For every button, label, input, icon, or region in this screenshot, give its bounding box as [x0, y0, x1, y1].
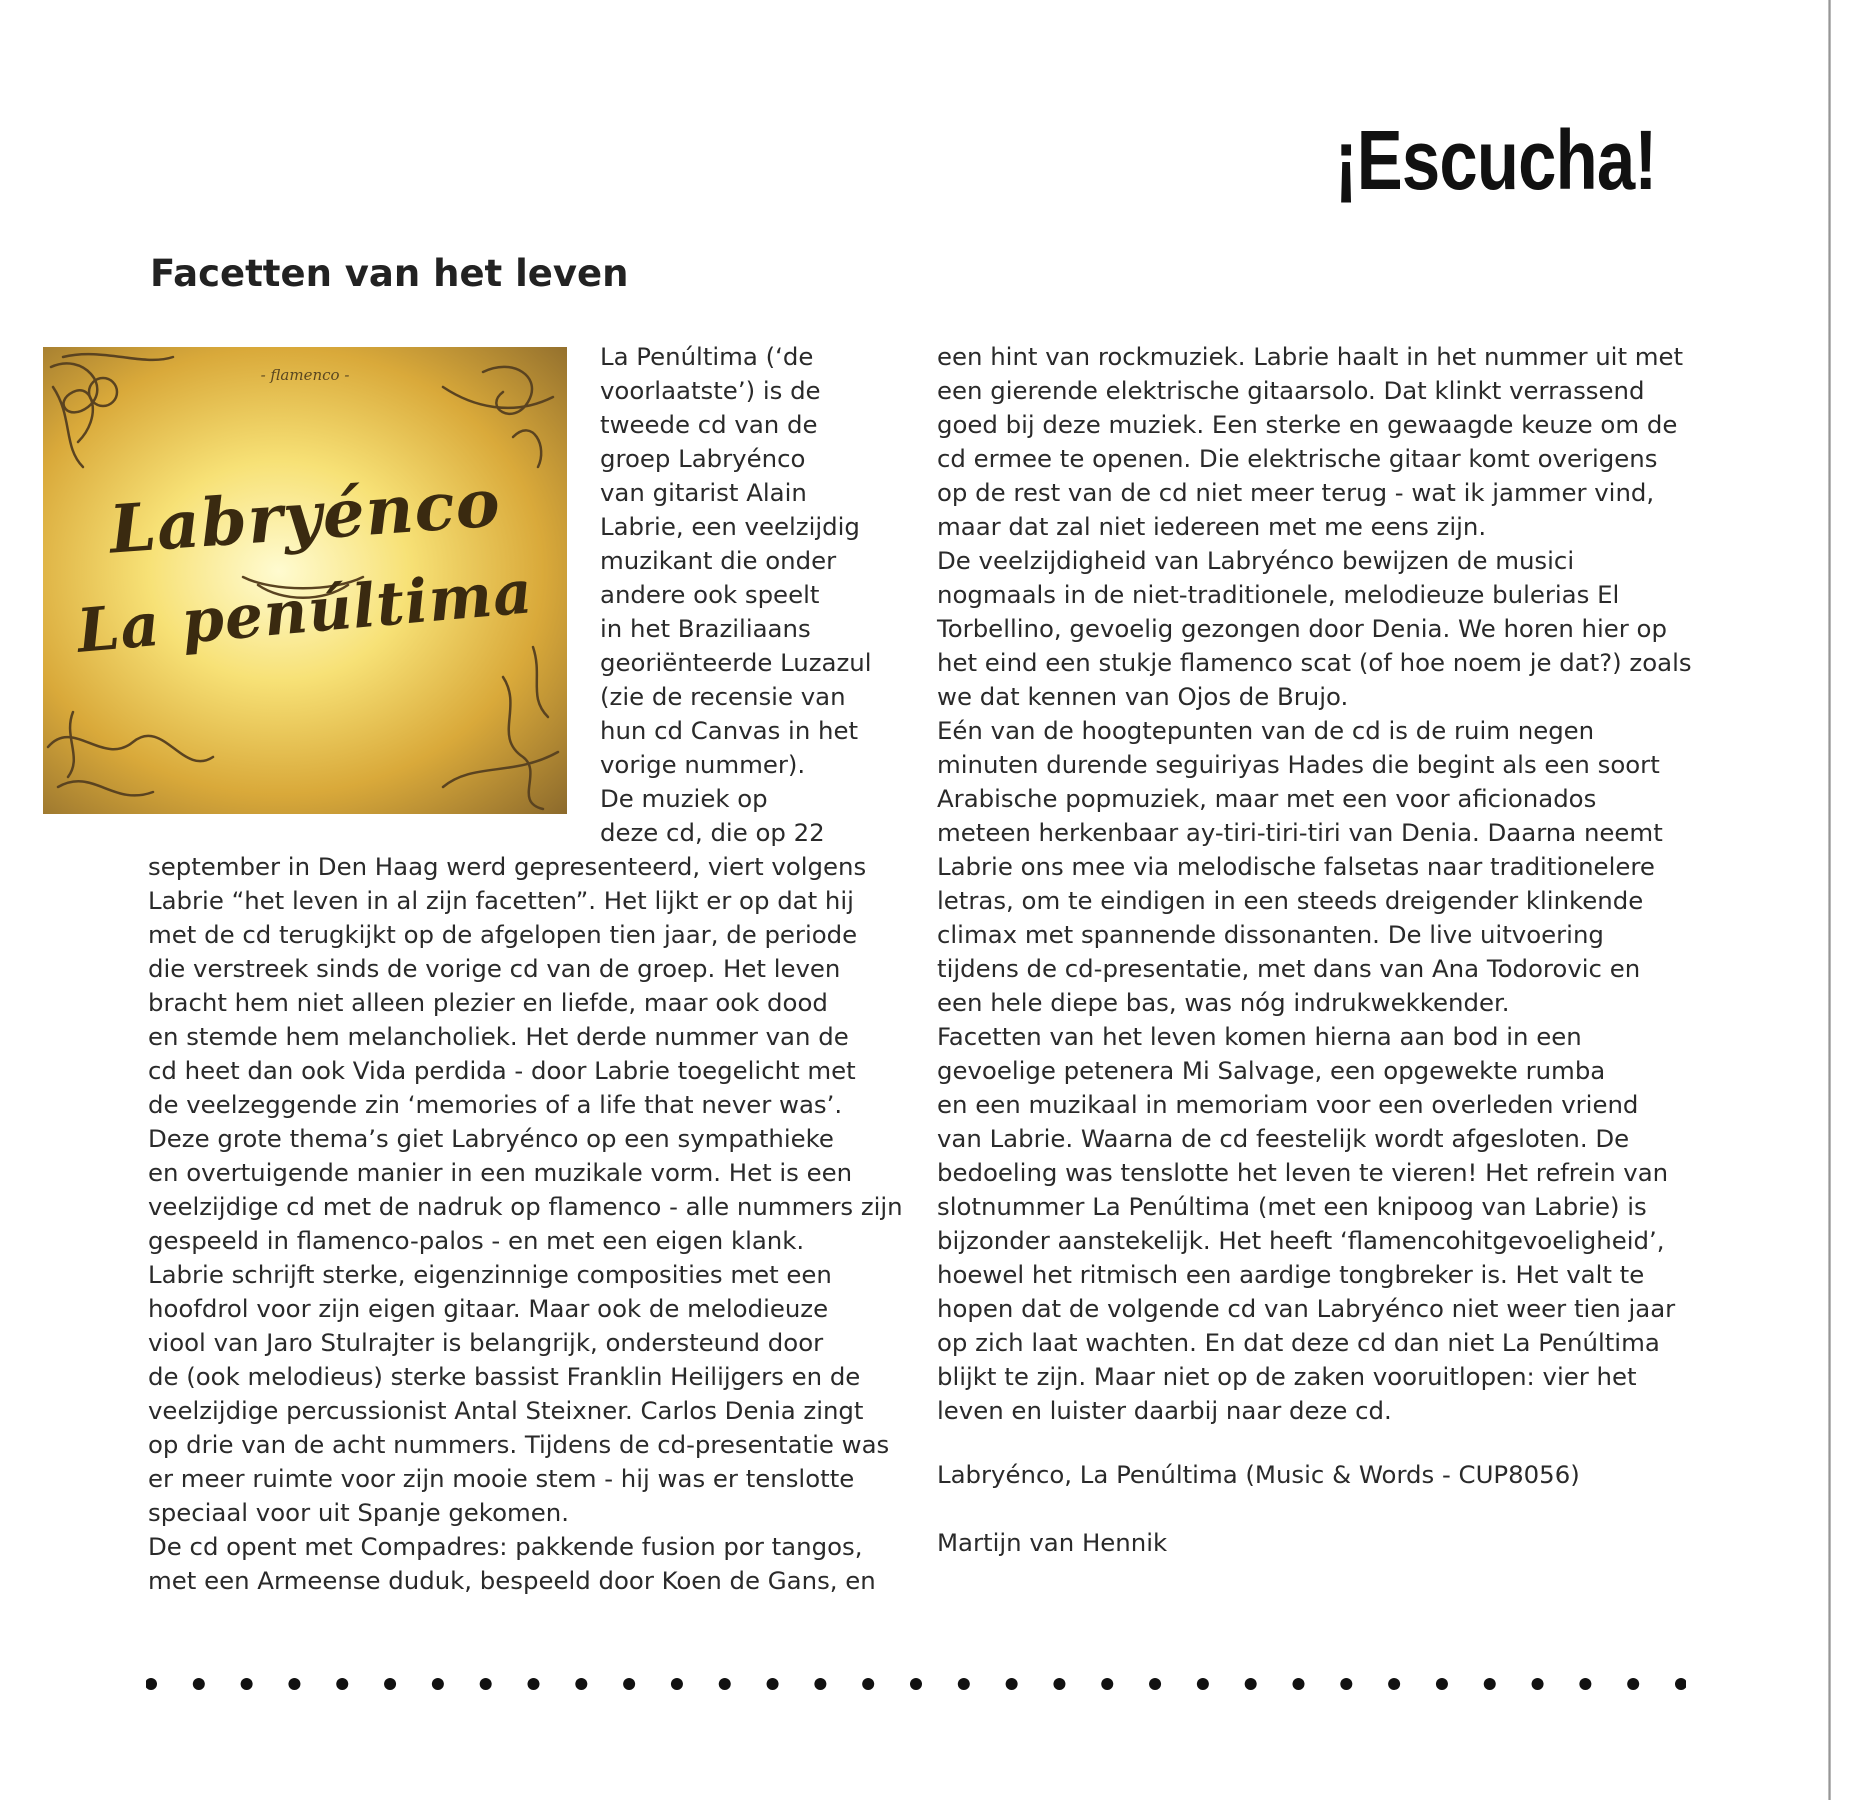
text-line: Labrie schrijft sterke, eigenzinnige composities met een [148, 1260, 832, 1289]
text-line: Torbellino, gevoelig gezongen door Denia. We horen hier op [937, 614, 1667, 643]
text-line: Arabische popmuziek, maar met een voor aficionados [937, 784, 1597, 813]
text-line: speciaal voor uit Spanje gekomen. [148, 1498, 569, 1527]
text-line: meteen herkenbaar ay-tiri-tiri-tiri van Denia. Daarna neemt [937, 818, 1663, 847]
divider-dot [432, 1678, 444, 1690]
text-line: gespeeld in flamenco-palos - en met een eigen klank. [148, 1226, 805, 1255]
divider-dot [1006, 1678, 1018, 1690]
text-line: muzikant die onder [600, 546, 837, 575]
divider-dot [1293, 1678, 1305, 1690]
dotted-divider [146, 1670, 1686, 1698]
text-line: veelzijdige percussionist Antal Steixner. Carlos Denia zingt [148, 1396, 864, 1425]
cover-band-name: Labryénco [106, 463, 504, 569]
divider-dot [1245, 1678, 1257, 1690]
divider-dot [575, 1678, 587, 1690]
divider-dot [1340, 1678, 1352, 1690]
text-line: (zie de recensie van [600, 682, 846, 711]
text-line: voorlaatste’) is de [600, 376, 821, 405]
text-line: en een muzikaal in memoriam voor een overleden vriend [937, 1090, 1639, 1119]
text-line: van gitarist Alain [600, 478, 807, 507]
text-line: Labrie “het leven in al zijn facetten”. Het lijkt er op dat hij [148, 886, 854, 915]
text-column-left [148, 850, 903, 1598]
text-line: bedoeling was tenslotte het leven te vieren! Het refrein van [937, 1158, 1669, 1187]
text-column-beside-cover [600, 340, 872, 850]
text-line: een hint van rockmuziek. Labrie haalt in het nummer uit met [937, 342, 1684, 371]
divider-dot [719, 1678, 731, 1690]
text-line: De muziek op [600, 784, 768, 813]
text-line: blijkt te zijn. Maar niet op de zaken vooruitlopen: vier het [937, 1362, 1637, 1391]
text-line: op drie van de acht nummers. Tijdens de cd-presentatie was [148, 1430, 890, 1459]
text-line: Labrie, een veelzijdig [600, 512, 860, 541]
album-cover [43, 347, 567, 814]
text-line: Eén van de hoogtepunten van de cd is de ruim negen [937, 716, 1595, 745]
text-line: slotnummer La Penúltima (met een knipoog van Labrie) is [937, 1192, 1647, 1221]
divider-dot [1675, 1678, 1686, 1690]
text-line: Labrie ons mee via melodische falsetas naar traditionelere [937, 852, 1655, 881]
text-line: De veelzijdigheid van Labryénco bewijzen de musici [937, 546, 1575, 575]
divider-dot [146, 1678, 157, 1690]
divider-dot [241, 1678, 253, 1690]
text-line: groep Labryénco [600, 444, 806, 473]
text-line: een gierende elektrische gitaarsolo. Dat klinkt verrassend [937, 376, 1645, 405]
divider-dot [1627, 1678, 1639, 1690]
divider-dot [623, 1678, 635, 1690]
divider-dot [1101, 1678, 1113, 1690]
text-line: het eind een stukje flamenco scat (of hoe noem je dat?) zoals [937, 648, 1692, 677]
text-line: tweede cd van de [600, 410, 818, 439]
divider-dot [958, 1678, 970, 1690]
text-line: met de cd terugkijkt op de afgelopen tien jaar, de periode [148, 920, 858, 949]
text-line: viool van Jaro Stulrajter is belangrijk, ondersteund door [148, 1328, 824, 1357]
text-line: nogmaals in de niet-traditionele, melodieuze bulerias El [937, 580, 1620, 609]
text-line: andere ook speelt [600, 580, 820, 609]
text-line: we dat kennen van Ojos de Brujo. [937, 682, 1349, 711]
cover-album-name: La penúltima [74, 557, 536, 667]
text-line: hoewel het ritmisch een aardige tongbreker is. Het valt te [937, 1260, 1645, 1289]
text-line: leven en luister daarbij naar deze cd. [937, 1396, 1392, 1425]
divider-dot [767, 1678, 779, 1690]
text-line: een hele diepe bas, was nóg indrukwekkender. [937, 988, 1510, 1017]
divider-dot [1388, 1678, 1400, 1690]
text-line: cd ermee te openen. Die elektrische gitaar komt overigens [937, 444, 1658, 473]
divider-dot [1579, 1678, 1591, 1690]
divider-dot [480, 1678, 492, 1690]
text-line: de (ook melodieus) sterke bassist Franklin Heilijgers en de [148, 1362, 861, 1391]
divider-dot [1149, 1678, 1161, 1690]
divider-dot [1436, 1678, 1448, 1690]
text-line: Deze grote thema’s giet Labryénco op een sympathieke [148, 1124, 834, 1153]
text-line: minuten durende seguiriyas Hades die begint als een soort [937, 750, 1660, 779]
divider-dot [1053, 1678, 1065, 1690]
text-line: de veelzeggende zin ‘memories of a life that never was’. [148, 1090, 843, 1119]
divider-dot [1197, 1678, 1209, 1690]
page-edge [1828, 0, 1831, 1800]
section-title: ¡Escucha! [1334, 113, 1656, 207]
divider-dot [1484, 1678, 1496, 1690]
text-line: climax met spannende dissonanten. De live uitvoering [937, 920, 1604, 949]
divider-dot [910, 1678, 922, 1690]
text-line: hoofdrol voor zijn eigen gitaar. Maar ook de melodieuze [148, 1294, 829, 1323]
text-line: september in Den Haag werd gepresenteerd, viert volgens [148, 852, 867, 881]
text-line: letras, om te eindigen in een steeds dreigender klinkende [937, 886, 1644, 915]
author-credit: Martijn van Hennik [937, 1528, 1168, 1557]
text-line: in het Braziliaans [600, 614, 811, 643]
text-line: tijdens de cd-presentatie, met dans van Ana Todorovic en [937, 954, 1641, 983]
text-line: deze cd, die op 22 [600, 818, 825, 847]
cover-genre-label: - flamenco - [260, 366, 350, 384]
divider-dot [1532, 1678, 1544, 1690]
text-line: georiënteerde Luzazul [600, 648, 872, 677]
text-column-right [937, 340, 1692, 1428]
text-line: De cd opent met Compadres: pakkende fusion por tangos, [148, 1532, 863, 1561]
divider-dot [384, 1678, 396, 1690]
text-line: en stemde hem melancholiek. Het derde nummer van de [148, 1022, 849, 1051]
text-line: veelzijdige cd met de nadruk op flamenco - alle nummers zijn [148, 1192, 903, 1221]
text-line: bijzonder aanstekelijk. Het heeft ‘flamencohitgevoeligheid’, [937, 1226, 1665, 1255]
text-line: gevoelige petenera Mi Salvage, een opgewekte rumba [937, 1056, 1606, 1085]
divider-dot [336, 1678, 348, 1690]
release-credit: Labryénco, La Penúltima (Music & Words - CUP8056) [937, 1460, 1580, 1489]
divider-dot [528, 1678, 540, 1690]
text-line: er meer ruimte voor zijn mooie stem - hij was er tenslotte [148, 1464, 855, 1493]
text-line: goed bij deze muziek. Een sterke en gewaagde keuze om de [937, 410, 1678, 439]
text-line: Facetten van het leven komen hierna aan bod in een [937, 1022, 1582, 1051]
text-line: cd heet dan ook Vida perdida - door Labrie toegelicht met [148, 1056, 856, 1085]
divider-dot [671, 1678, 683, 1690]
text-line: maar dat zal niet iedereen met me eens zijn. [937, 512, 1487, 541]
text-line: en overtuigende manier in een muzikale vorm. Het is een [148, 1158, 853, 1187]
text-line: bracht hem niet alleen plezier en liefde, maar ook dood [148, 988, 828, 1017]
article-title: Facetten van het leven [150, 252, 629, 295]
text-line: van Labrie. Waarna de cd feestelijk wordt afgesloten. De [937, 1124, 1630, 1153]
text-line: op de rest van de cd niet meer terug - wat ik jammer vind, [937, 478, 1655, 507]
divider-dot [862, 1678, 874, 1690]
text-line: die verstreek sinds de vorige cd van de groep. Het leven [148, 954, 841, 983]
divider-dot [288, 1678, 300, 1690]
divider-dot [814, 1678, 826, 1690]
text-line: La Penúltima (‘de [600, 342, 814, 371]
text-line: hun cd Canvas in het [600, 716, 859, 745]
text-line: hopen dat de volgende cd van Labryénco niet weer tien jaar [937, 1294, 1676, 1323]
text-line: op zich laat wachten. En dat deze cd dan niet La Penúltima [937, 1328, 1660, 1357]
text-line: vorige nummer). [600, 750, 806, 779]
divider-dot [193, 1678, 205, 1690]
text-line: met een Armeense duduk, bespeeld door Koen de Gans, en [148, 1566, 876, 1595]
